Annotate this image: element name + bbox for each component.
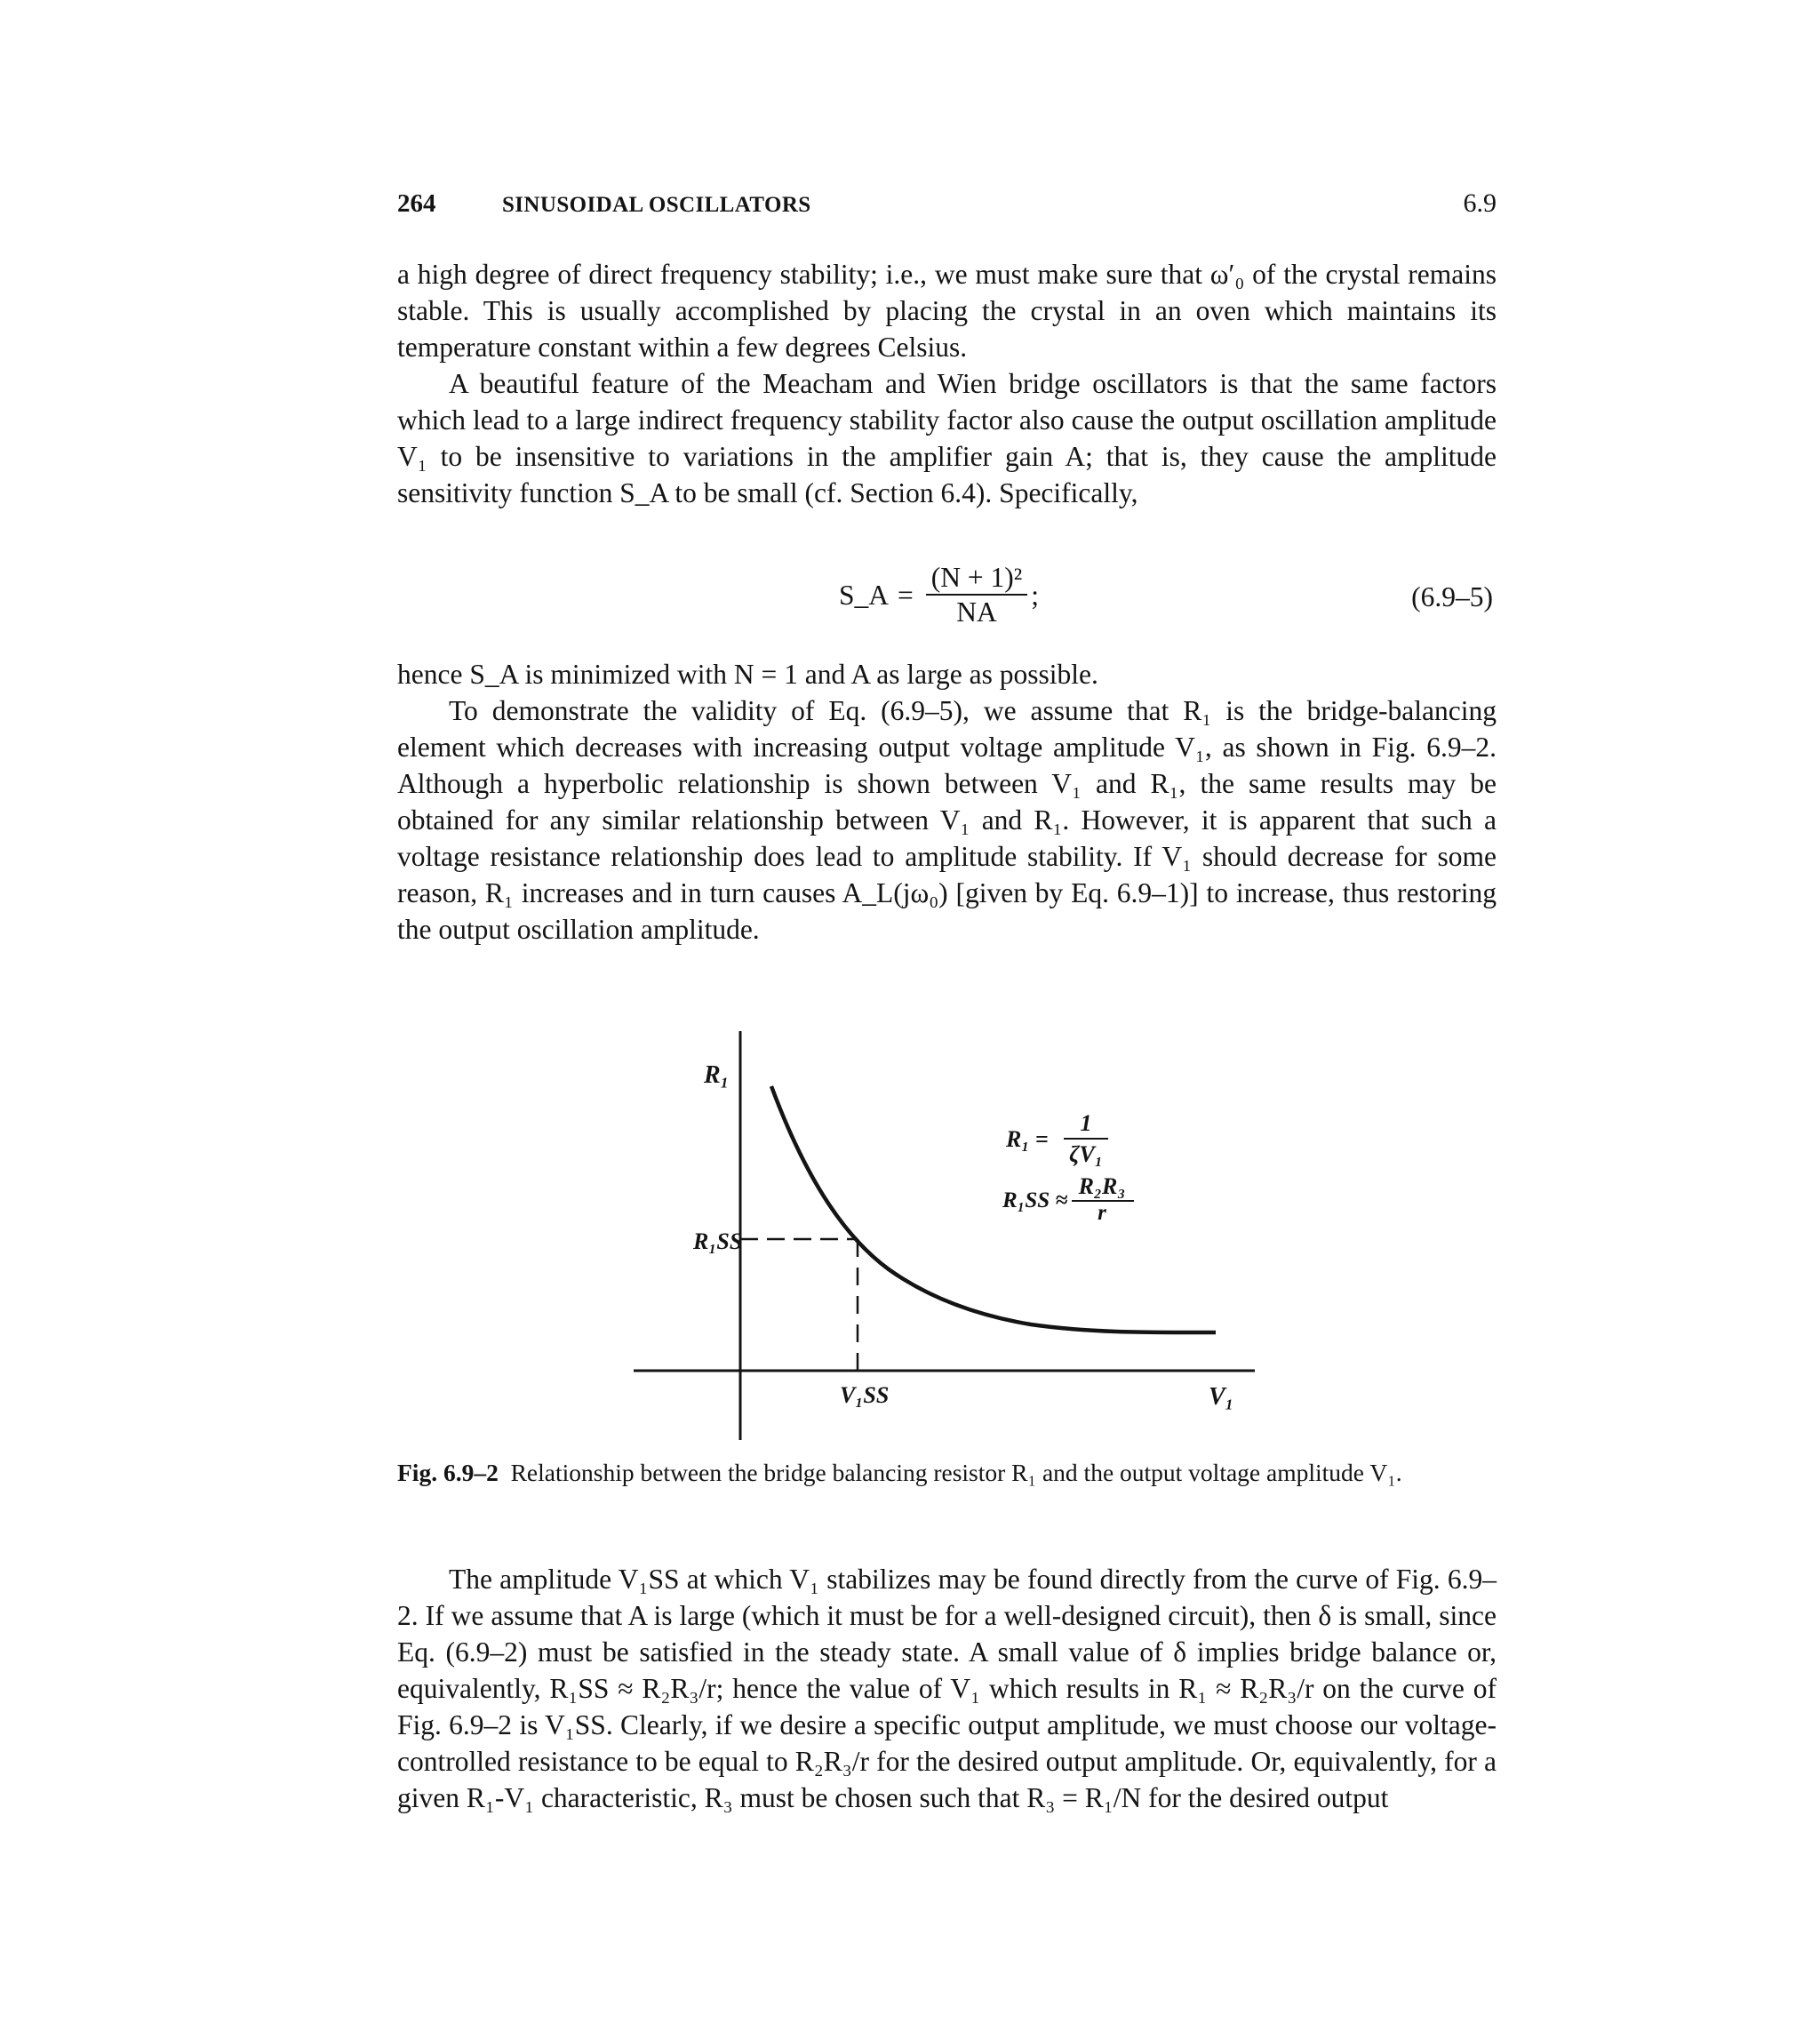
equation-fraction [926,562,1027,629]
equation-body: S_A = $\frac{\text{(N + 1)²}}{NA}$ ; [839,562,1039,628]
text-block-middle [397,656,1497,948]
r1-v1-curve [771,1086,1216,1332]
section-number: 6.9 [1463,188,1497,218]
steady-state-equation-lhs: R₁SS ≈ [1002,1188,1068,1212]
running-head [397,188,1497,219]
x-axis-label: V₁ [1209,1383,1234,1411]
steady-state-equation-numerator: R₂R₃ [1078,1173,1126,1199]
v1ss-label: V₁SS [840,1382,890,1408]
caption-text: Relationship between the bridge balancing resistor R₁ and the output voltage amplitude V₁. [510,1459,1402,1486]
text-block-bottom [397,1561,1497,1816]
paragraph-crystal-stability: a high degree of direct frequency stability; i.e., we must make sure that ω′₀ of the crystal remains stable. This is usually accomplished by placing the crystal in an oven which maintains its temperature constant within a few degrees Celsius. [397,259,1497,363]
equation-number: (6.9–5) [1411,581,1493,612]
text-block-top [397,256,1497,511]
curve-equation-lhs: R₁ = [1006,1126,1049,1152]
curve-equation-numerator: 1 [1080,1110,1092,1136]
paragraph-demonstration: To demonstrate the validity of Eq. (6.9–5), we assume that R₁ is the bridge-balancing element which decreases with increasing output voltage amplitude V₁, as shown in Fig. 6.9–2. Although a hyperbolic relationship is shown between V₁ and R₁, the same results may be obtained for any similar relationship between V₁ and R₁. However, it is apparent that such a voltage resistance relationship does lead to amplitude stability. If V₁ should decrease for some reason, R₁ increases and in turn causes A_L(jω₀) [given by Eq. 6.9–1)] to increase, thus restoring the output oscillation amplitude. [397,695,1497,945]
equation-denominator: NA [956,596,997,628]
paragraph-steady-state-amplitude: The amplitude V₁SS at which V₁ stabilizes may be found directly from the curve of Fig. 6.9–2. If we assume that A is large (which it must be for a well-designed circuit), then δ is small, since Eq. (6.9–2) must be satisfied in the steady state. A small value of δ implies bridge balance or, equivalently, R₁SS ≈ R₂R₃/r; hence the value of V₁ which results in R₁ ≈ R₂R₃/r on the curve of Fig. 6.9–2 is V₁SS. Clearly, if we desire a specific output amplitude, we must choose our voltage-controlled resistance to be equal to R₂R₃/r for the desired output amplitude. Or, equivalently, for a given R₁-V₁ characteristic, R₃ must be chosen such that R₃ = R₁/N for the desired output [397,1564,1497,1813]
y-axis-label: R₁ [704,1061,730,1089]
page-number: 264 [397,189,436,218]
r1ss-label: R₁SS [693,1228,743,1254]
paragraph-amplitude-sensitivity: A beautiful feature of the Meacham and Wien bridge oscillators is that the same factors which lead to a large indirect frequency stability factor also cause the output oscillation amplitude V₁ to be insensitive to variations in the amplifier gain A; that is, they cause the amplitude sensitivity function S_A to be small (cf. Section 6.4). Specifically, [397,368,1497,508]
figure-label: Fig. 6.9–2 [397,1459,499,1486]
equation-numerator: (N + 1)² [926,562,1027,596]
steady-state-equation-denominator: r [1098,1201,1106,1225]
equation-lhs: S_A [839,580,890,611]
chapter-title: SINUSOIDAL OSCILLATORS [502,193,811,217]
curve-equation-denominator: ζV₁ [1069,1141,1103,1167]
figure-caption [397,1458,1497,1488]
equation-6-9-5 [397,560,1497,631]
r1-v1-curve-diagram [622,1022,1262,1449]
figure-6-9-2 [622,1022,1262,1449]
paragraph-minimized: hence S_A is minimized with N = 1 and A as large as possible. [397,659,1098,690]
